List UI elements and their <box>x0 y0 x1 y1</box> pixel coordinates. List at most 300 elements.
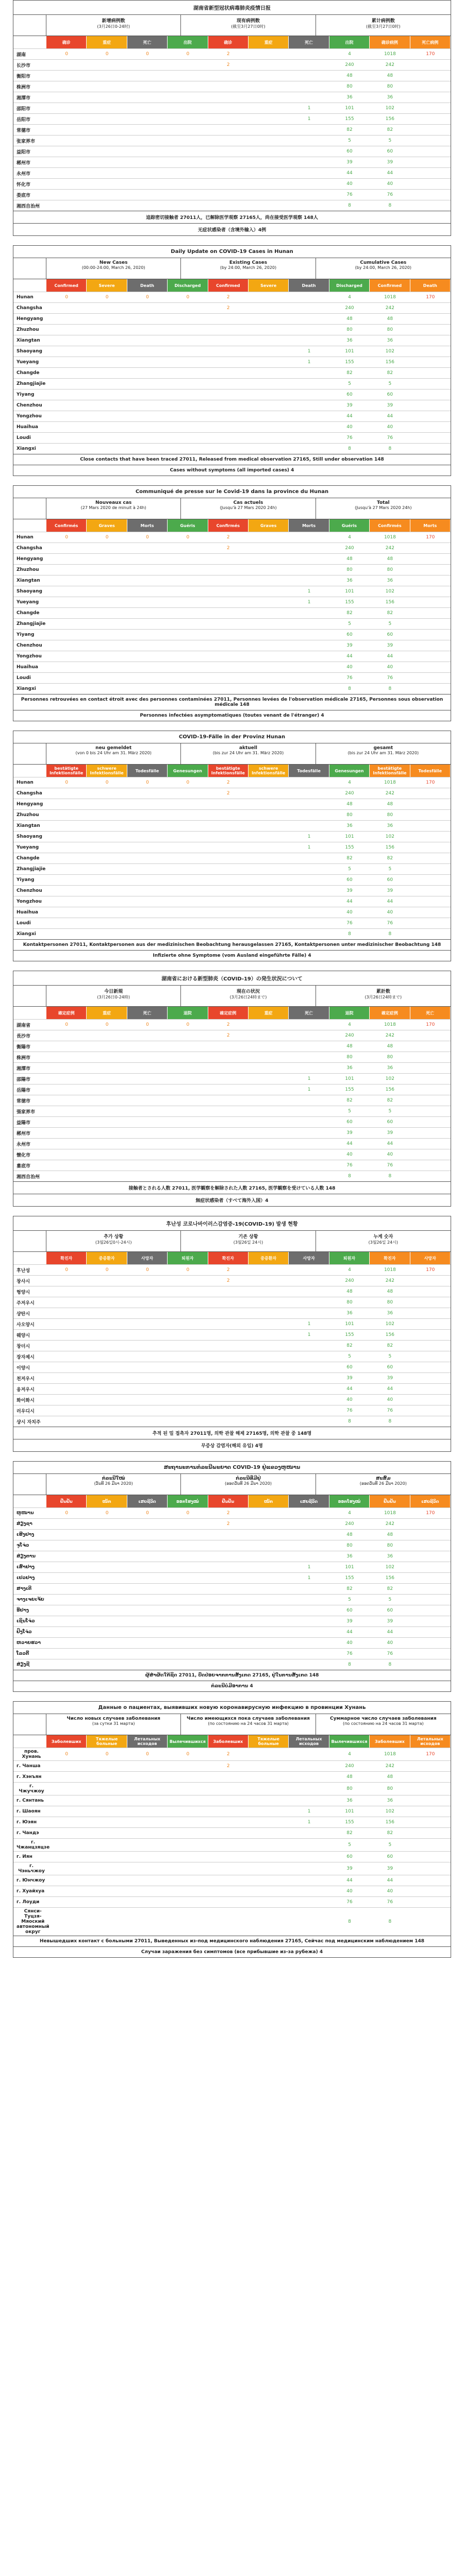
cell-value <box>410 1117 451 1127</box>
table-row <box>13 853 451 863</box>
header-group-title: 추가 상황 <box>104 1234 124 1240</box>
cell-value <box>127 1852 168 1862</box>
region-name: Chenzhou <box>16 643 42 648</box>
cell-value <box>248 368 289 378</box>
region-name: 샹시 자치주 <box>16 1419 41 1425</box>
cell-value <box>127 1795 168 1806</box>
region-name: 邵陽市 <box>16 1077 31 1082</box>
cell-value <box>46 1605 87 1616</box>
column-tag: 死亡 <box>127 1007 168 1019</box>
cell-value <box>248 92 289 103</box>
cell-value <box>87 918 127 928</box>
cell-value <box>208 1530 248 1540</box>
header-row <box>13 498 451 519</box>
cell-value <box>168 630 208 640</box>
cell-value <box>410 71 451 81</box>
table-row <box>13 842 451 853</box>
header-group-subtitle: (3月26日0-24時) <box>97 995 130 999</box>
cell-value <box>208 168 248 178</box>
contacts-footnote: 接触者とされる人数 27011, 医学観察を解除された人数 27165, 医学観察を受けている人数 148 <box>13 1181 451 1194</box>
tag-corner <box>13 1252 46 1264</box>
region-name: 常德市 <box>16 128 31 133</box>
table-row <box>13 1171 451 1181</box>
cell-value <box>87 673 127 683</box>
cell-value <box>87 422 127 432</box>
cell-value <box>410 314 451 324</box>
table-row <box>13 1605 451 1616</box>
cell-value <box>208 1308 248 1318</box>
column-tag: Graves <box>87 519 127 532</box>
cell-value <box>127 1772 168 1782</box>
cell-value: 39 <box>346 643 353 648</box>
cell-value <box>87 303 127 313</box>
header-group <box>316 498 451 519</box>
cell-value <box>127 1908 168 1936</box>
table-row <box>13 92 451 103</box>
cell-value: 101 <box>345 1321 354 1327</box>
cell-value: 82 <box>387 370 393 376</box>
cell-value: 8 <box>388 1419 392 1424</box>
header-group-title: gesamt <box>373 745 393 751</box>
cell-value <box>46 114 87 124</box>
cell-value <box>208 810 248 820</box>
cell-value: 60 <box>346 1365 353 1370</box>
cell-value <box>410 1551 451 1562</box>
column-tag: Летальных исходов <box>410 1735 451 1748</box>
cell-value <box>87 179 127 189</box>
cell-value <box>248 1573 289 1583</box>
cell-value <box>289 325 329 335</box>
cell-value <box>208 1875 248 1886</box>
cell-value <box>208 918 248 928</box>
region-name: ສ່ຽງຊີ <box>16 1662 30 1667</box>
header-group <box>316 258 451 279</box>
cell-value: 8 <box>388 931 392 937</box>
cell-value <box>46 640 87 651</box>
cell-value <box>87 368 127 378</box>
table-row <box>13 103 451 113</box>
cell-value <box>248 1128 289 1138</box>
cell-value: 2 <box>226 1752 230 1757</box>
cell-value: 60 <box>346 632 353 637</box>
cell-value: 8 <box>388 1174 392 1179</box>
table-title: Communiqué de presse sur le Covid-19 dans la province du Hunan <box>13 486 451 498</box>
column-tag: 確定症例 <box>370 1007 410 1019</box>
cell-value <box>168 1551 208 1562</box>
table-row <box>13 1106 451 1116</box>
cell-value <box>87 1160 127 1171</box>
column-tag: bestätigte Infektionsfälle <box>370 765 410 777</box>
cell-value <box>248 810 289 820</box>
cell-value <box>46 842 87 853</box>
cell-value <box>289 1286 329 1297</box>
cell-value: 0 <box>146 1752 149 1757</box>
cell-value <box>248 1828 289 1838</box>
table-row <box>13 1851 451 1862</box>
cell-value <box>410 1783 451 1795</box>
region-name: ຫວາຍຮວາ <box>16 1640 41 1646</box>
cell-value <box>289 314 329 324</box>
cell-value: 60 <box>387 149 393 154</box>
cell-value <box>289 1659 329 1670</box>
cell-value <box>248 1063 289 1073</box>
cell-value <box>127 60 168 70</box>
header-group <box>181 986 316 1006</box>
column-tag: bestätigte Infektionsfälle <box>208 765 248 777</box>
cell-value <box>87 1908 127 1936</box>
cell-value <box>289 368 329 378</box>
region-name: 웨양시 <box>16 1333 30 1338</box>
cell-value <box>127 918 168 928</box>
cell-value: 5 <box>348 867 351 872</box>
region-name: Changde <box>16 611 40 616</box>
cell-value: 80 <box>346 1543 353 1548</box>
cell-value <box>168 1128 208 1138</box>
header-corner <box>13 258 46 279</box>
cell-value <box>168 1330 208 1340</box>
cell-value <box>410 1627 451 1637</box>
cell-value <box>208 1330 248 1340</box>
cell-value: 48 <box>346 1532 353 1537</box>
cell-value: 156 <box>385 116 394 122</box>
cell-value <box>410 619 451 629</box>
cell-value: 80 <box>387 812 393 818</box>
table-row <box>13 1838 451 1851</box>
header-group-subtitle: (截至3月27日0时) <box>231 24 266 29</box>
cell-value: 76 <box>346 1651 353 1656</box>
table-row <box>13 918 451 928</box>
cell-value <box>289 1761 329 1771</box>
cell-value <box>127 842 168 853</box>
cell-value <box>208 1095 248 1106</box>
cell-value <box>410 1286 451 1297</box>
cell-value: 8 <box>348 686 351 691</box>
table-row <box>13 1507 451 1518</box>
cell-value <box>87 1128 127 1138</box>
cell-value <box>410 1084 451 1095</box>
cell-value <box>127 565 168 575</box>
cell-value <box>208 1649 248 1659</box>
region-name: 張家界市 <box>16 1109 36 1115</box>
cell-value: 155 <box>345 845 354 850</box>
cell-value <box>46 896 87 907</box>
column-tag: Вылечившихся <box>329 1735 370 1748</box>
cell-value: 5 <box>388 381 392 386</box>
cell-value <box>410 788 451 799</box>
cell-value: 8 <box>388 1662 392 1667</box>
region-name: Zhangjiajie <box>16 621 46 626</box>
cell-value <box>248 1330 289 1340</box>
column-tag: 重症 <box>87 36 127 48</box>
cell-value <box>127 1659 168 1670</box>
cell-value <box>46 832 87 842</box>
cell-value: 2 <box>226 62 230 67</box>
table-row <box>13 1875 451 1886</box>
header-group <box>181 15 316 36</box>
cell-value: 156 <box>385 1087 394 1092</box>
cell-value <box>168 190 208 200</box>
region-name: Chenzhou <box>16 403 42 408</box>
cell-value <box>248 1605 289 1616</box>
cell-value <box>87 1373 127 1383</box>
cell-value <box>208 125 248 135</box>
cell-value: 102 <box>385 1565 394 1570</box>
cell-value: 39 <box>346 888 353 893</box>
table-title: 湖南省における新型肺炎（COVID-19）の発生状況について <box>13 971 451 986</box>
cell-value <box>87 71 127 81</box>
cell-value <box>168 662 208 672</box>
table-row <box>13 1540 451 1551</box>
cell-value <box>289 1149 329 1160</box>
column-tag: 퇴원자 <box>168 1252 208 1264</box>
cell-value <box>46 1319 87 1329</box>
region-name: 娄底市 <box>16 193 31 198</box>
cell-value: 80 <box>387 1300 393 1305</box>
cell-value <box>248 1286 289 1297</box>
cell-value: 39 <box>346 1619 353 1624</box>
table-row <box>13 553 451 564</box>
cell-value: 60 <box>387 632 393 637</box>
cell-value <box>87 433 127 443</box>
cell-value <box>208 103 248 113</box>
cell-value <box>248 1020 289 1030</box>
cell-value <box>46 314 87 324</box>
region-name: ເສົາຢາງ <box>16 1565 35 1570</box>
cell-value <box>46 1761 87 1771</box>
cell-value <box>289 1308 329 1318</box>
cell-value <box>248 411 289 421</box>
cell-value <box>410 1649 451 1659</box>
cell-value: 0 <box>146 52 149 57</box>
cell-value: 60 <box>387 1365 393 1370</box>
region-name: 株洲市 <box>16 84 31 90</box>
cell-value: 82 <box>387 1098 393 1103</box>
cell-value <box>127 1897 168 1907</box>
cell-value: 76 <box>346 921 353 926</box>
region-name: 형양시 <box>16 1290 30 1295</box>
header-group-title: ກໍລະນີໃໝ່ <box>102 1476 125 1481</box>
cell-value <box>289 1095 329 1106</box>
covid-table <box>13 245 451 476</box>
cell-value <box>87 1171 127 1181</box>
cell-value <box>248 1649 289 1659</box>
column-tag: Discharged <box>168 279 208 292</box>
region-name: 郴州市 <box>16 1131 31 1137</box>
table-row <box>13 672 451 683</box>
cell-value <box>127 1319 168 1329</box>
column-tag: Confirmed <box>370 279 410 292</box>
cell-value: 101 <box>345 834 354 839</box>
cell-value: 39 <box>346 1130 353 1136</box>
cell-value: 0 <box>65 1022 69 1027</box>
cell-value <box>410 684 451 694</box>
cell-value <box>208 662 248 672</box>
header-group-title: neu gemeldet <box>95 745 132 751</box>
region-name: г. Шаоян <box>16 1809 41 1814</box>
cell-value <box>46 875 87 885</box>
asymptomatic-footnote: Infizierte ohne Symptome (vom Ausland eingeführte Fälle) 4 <box>13 950 451 961</box>
region-name: Changsha <box>16 546 42 551</box>
covid-table <box>13 731 451 961</box>
region-name: Yiyang <box>16 392 35 397</box>
cell-value <box>289 821 329 831</box>
region-name: 후난성 <box>16 1268 30 1274</box>
region-name: г. Иян <box>16 1854 32 1859</box>
cell-value <box>168 1160 208 1171</box>
cell-value: 39 <box>387 643 393 648</box>
cell-value <box>248 1551 289 1562</box>
cell-value: 2 <box>226 535 230 540</box>
cell-value <box>46 168 87 178</box>
cell-value <box>127 303 168 313</box>
table-row <box>13 1286 451 1297</box>
cell-value: 240 <box>345 546 354 551</box>
table-row <box>13 1648 451 1659</box>
region-name: пров. Хунань <box>22 1749 41 1759</box>
cell-value: 40 <box>346 665 353 670</box>
cell-value <box>289 1351 329 1362</box>
header-group <box>46 1714 181 1735</box>
header-group <box>46 258 181 279</box>
cell-value <box>208 1084 248 1095</box>
cell-value <box>289 1530 329 1540</box>
header-group-subtitle: (по состоянию на 24 часов 31 марта) <box>343 1721 424 1726</box>
cell-value <box>168 896 208 907</box>
cell-value <box>208 575 248 586</box>
table-row <box>13 1275 451 1286</box>
cell-value <box>289 81 329 92</box>
cell-value: 156 <box>385 1575 394 1581</box>
cell-value: 1 <box>307 1076 311 1081</box>
cell-value <box>289 543 329 553</box>
cell-value <box>127 1761 168 1771</box>
cell-value: 156 <box>385 845 394 850</box>
cell-value: 80 <box>387 1786 393 1791</box>
cell-value: 0 <box>186 1752 190 1757</box>
cell-value <box>410 853 451 863</box>
cell-value: 82 <box>346 1586 353 1591</box>
table-row <box>13 346 451 357</box>
column-tag: Morts <box>127 519 168 532</box>
region-name: Zhangjiajie <box>16 381 46 386</box>
cell-value: 48 <box>346 73 353 78</box>
cell-value <box>87 135 127 146</box>
cell-value: 101 <box>345 106 354 111</box>
column-tag: ຢືນຢັນ <box>208 1495 248 1507</box>
cell-value <box>87 1839 127 1851</box>
cell-value <box>248 1265 289 1275</box>
asymptomatic-footnote: 무증상 감염자(해외 유입) 4명 <box>13 1439 451 1451</box>
cell-value <box>46 1405 87 1416</box>
asymptomatic-footnote: ກໍລະນີບໍ່ມີອາການ 4 <box>13 1681 451 1691</box>
region-name: Hengyang <box>16 316 43 321</box>
cell-value <box>208 1627 248 1637</box>
column-tag: schwere Infektionsfälle <box>87 765 127 777</box>
cell-value: 60 <box>346 392 353 397</box>
cell-value <box>289 422 329 432</box>
cell-value <box>248 918 289 928</box>
cell-value: 82 <box>346 856 353 861</box>
cell-value <box>46 651 87 662</box>
cell-value <box>208 1772 248 1782</box>
cell-value: 1 <box>307 106 311 111</box>
cell-value: 48 <box>346 316 353 321</box>
region-name: ຈູໂຈ່ວ <box>16 1543 29 1548</box>
cell-value <box>46 357 87 367</box>
table-row <box>13 324 451 335</box>
cell-value <box>248 1095 289 1106</box>
cell-value: 2 <box>226 1511 230 1516</box>
cell-value <box>208 411 248 421</box>
cell-value: 2 <box>226 52 230 57</box>
cell-value <box>168 60 208 70</box>
cell-value <box>168 1351 208 1362</box>
cell-value <box>87 146 127 157</box>
cell-value: 8 <box>348 1919 351 1924</box>
cell-value: 8 <box>348 1662 351 1667</box>
cell-value <box>410 1030 451 1041</box>
cell-value <box>87 1405 127 1416</box>
cell-value <box>46 1772 87 1782</box>
cell-value <box>208 389 248 400</box>
cell-value <box>208 179 248 189</box>
header-group-subtitle: (Jusqu'à 27 Mars 2020 24h) <box>220 505 277 510</box>
cell-value <box>289 896 329 907</box>
cell-value <box>87 1395 127 1405</box>
asymptomatic-footnote: Personnes infectées asymptomatiques (toutes venant de l'étranger) 4 <box>13 710 451 721</box>
cell-value <box>410 1308 451 1318</box>
cell-value <box>410 1519 451 1529</box>
cell-value <box>410 608 451 618</box>
cell-value <box>248 1041 289 1052</box>
cell-value <box>46 1817 87 1827</box>
cell-value <box>248 1795 289 1806</box>
cell-value <box>168 1562 208 1572</box>
cell-value: 39 <box>387 1130 393 1136</box>
cell-value <box>46 788 87 799</box>
covid-table <box>13 971 451 1207</box>
cell-value <box>248 1584 289 1594</box>
cell-value <box>87 554 127 564</box>
cell-value <box>127 357 168 367</box>
cell-value: 2 <box>226 1521 230 1527</box>
region-name: 주저우시 <box>16 1300 35 1306</box>
cell-value: 170 <box>426 295 435 300</box>
cell-value <box>127 788 168 799</box>
cell-value <box>168 200 208 211</box>
cell-value <box>208 146 248 157</box>
cell-value: 82 <box>346 370 353 376</box>
cell-value <box>208 1063 248 1073</box>
cell-value <box>168 597 208 607</box>
cell-value <box>168 799 208 809</box>
cell-value <box>87 200 127 211</box>
cell-value: 1 <box>307 845 311 850</box>
cell-value <box>87 1139 127 1149</box>
cell-value: 36 <box>346 1554 353 1559</box>
cell-value <box>46 918 87 928</box>
cell-value: 240 <box>345 306 354 311</box>
cell-value <box>410 896 451 907</box>
cell-value <box>46 608 87 618</box>
cell-value <box>208 821 248 831</box>
cell-value <box>87 335 127 346</box>
table-row <box>13 1551 451 1562</box>
cell-value <box>248 597 289 607</box>
cell-value <box>208 92 248 103</box>
column-tag: ຢືນຢັນ <box>370 1495 410 1507</box>
cell-value <box>410 1139 451 1149</box>
